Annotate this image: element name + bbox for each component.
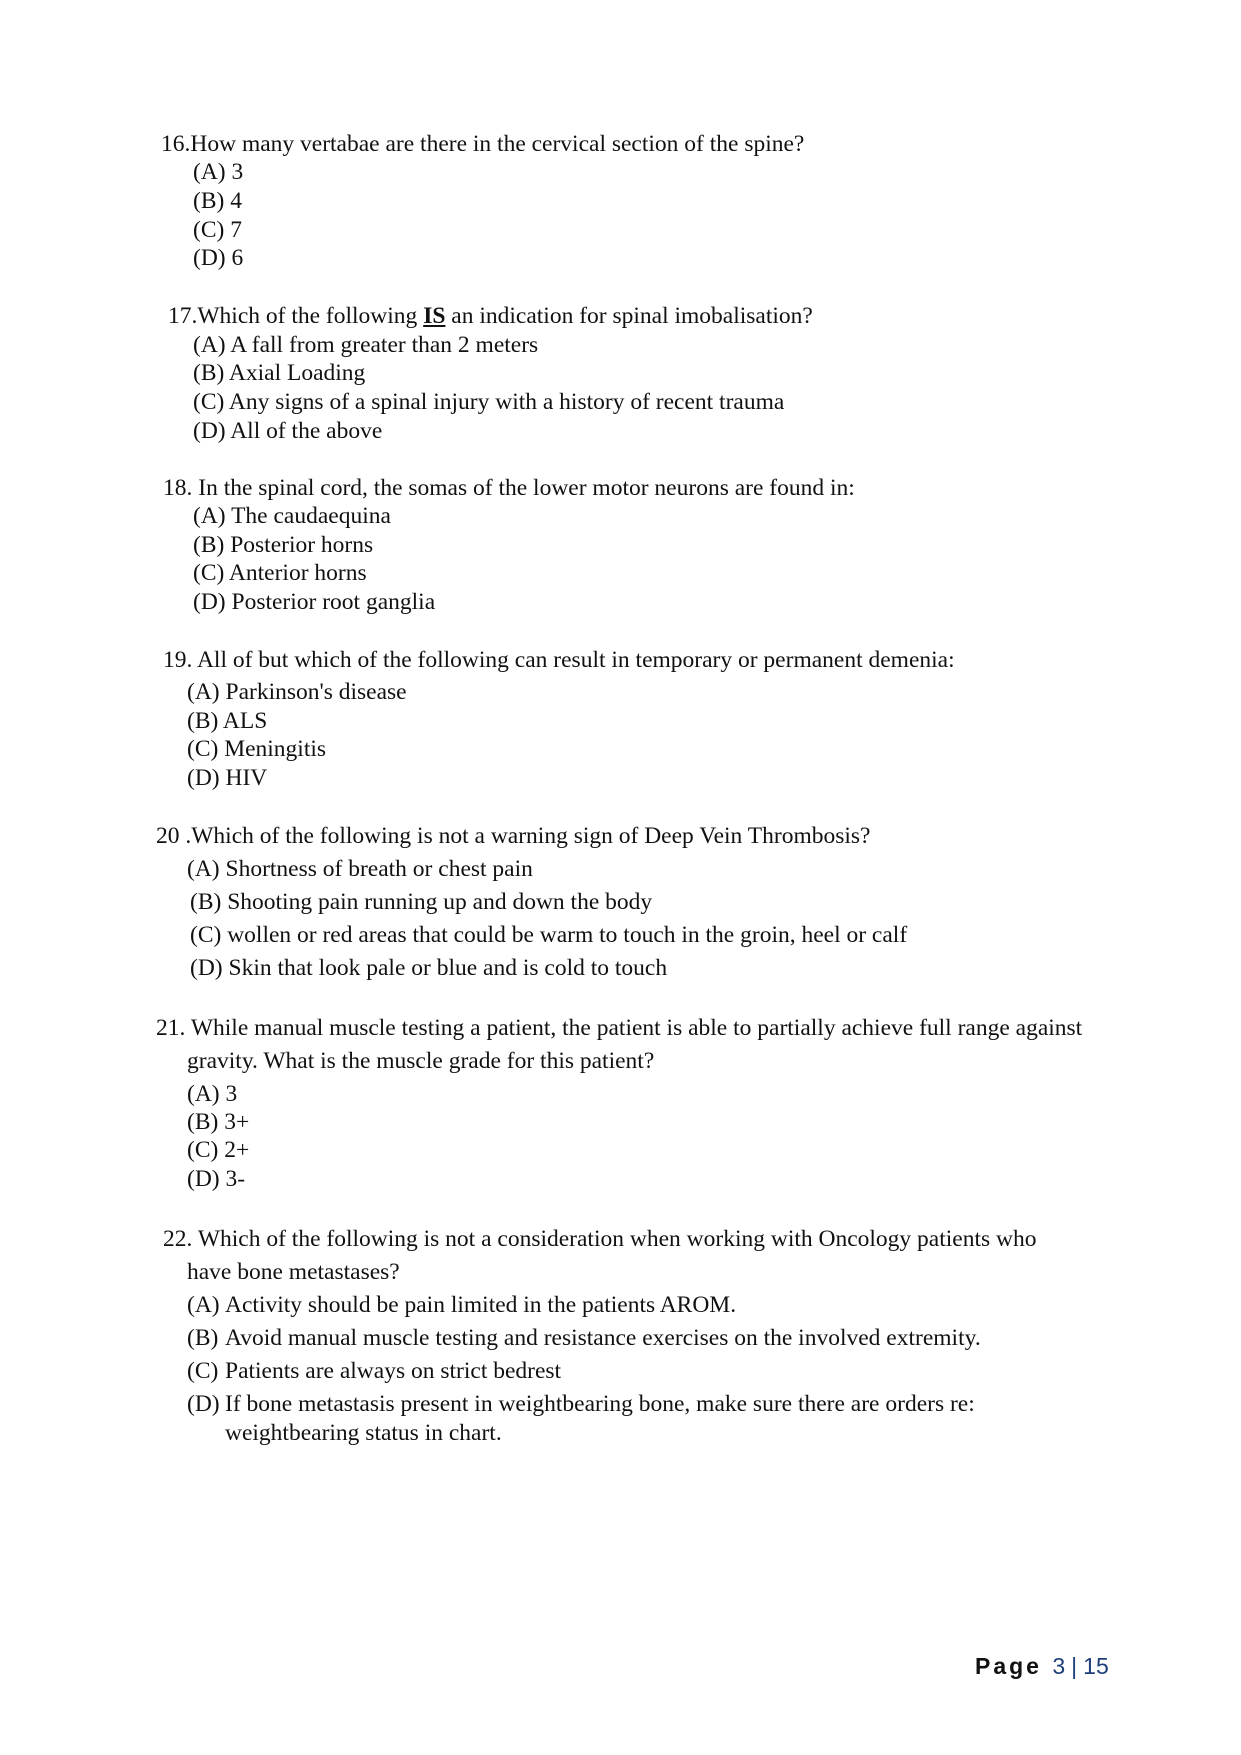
question-22-option-b: Avoid manual muscle testing and resistance exercises on the involved extremity. <box>225 1325 981 1351</box>
question-21-option-d: (D) 3- <box>187 1166 246 1192</box>
question-20-option-c: (C) wollen or red areas that could be warm to touch in the groin, heel or calf <box>190 922 908 948</box>
question-19-option-c: (C) Meningitis <box>187 736 327 762</box>
question-22-option-c: Patients are always on strict bedrest <box>225 1358 562 1384</box>
question-22-option-a: Activity should be pain limited in the patients AROM. <box>225 1292 737 1318</box>
question-22-option-b-letter: (B) <box>187 1325 219 1351</box>
question-22-option-d-letter: (D) <box>187 1391 220 1417</box>
question-17-text-after: an indication for spinal imobalisation? <box>445 303 813 329</box>
question-17-option-d: (D) All of the above <box>193 418 383 444</box>
question-20-option-b: (B) Shooting pain running up and down the body <box>190 889 653 915</box>
question-21-text-line-1: 21. While manual muscle testing a patient, the patient is able to partially achieve full range against <box>156 1015 1083 1041</box>
question-21-option-c: (C) 2+ <box>187 1137 250 1163</box>
question-16-option-a: (A) 3 <box>193 159 244 185</box>
question-21-option-b: (B) 3+ <box>187 1109 250 1135</box>
question-16-text: 16.How many vertabae are there in the cervical section of the spine? <box>161 131 805 157</box>
question-22-text-line-1: 22. Which of the following is not a consideration when working with Oncology patients who <box>163 1226 1037 1252</box>
question-18-option-b: (B) Posterior horns <box>193 532 374 558</box>
page-separator: | <box>1071 1653 1078 1679</box>
question-17-emphasis: IS <box>423 303 446 329</box>
page-footer <box>975 1655 1109 1678</box>
question-18-option-d: (D) Posterior root ganglia <box>193 589 436 615</box>
question-20-text: 20 .Which of the following is not a warning sign of Deep Vein Thrombosis? <box>156 823 871 849</box>
question-19-option-b: (B) ALS <box>187 708 268 734</box>
question-19-text: 19. All of but which of the following can result in temporary or permanent demenia: <box>163 647 955 673</box>
question-18-text: 18. In the spinal cord, the somas of the lower motor neurons are found in: <box>163 475 855 501</box>
question-17-text-before: 17.Which of the following <box>168 303 424 329</box>
question-16-option-c: (C) 7 <box>193 217 242 243</box>
page-word: Page <box>975 1653 1042 1679</box>
question-16-option-d: (D) 6 <box>193 245 244 271</box>
question-17-text <box>168 305 813 329</box>
question-21-option-a: (A) 3 <box>187 1081 238 1107</box>
page-total: 15 <box>1083 1653 1109 1679</box>
question-17-option-c: (C) Any signs of a spinal injury with a history of recent trauma <box>193 389 785 415</box>
question-20-option-a: (A) Shortness of breath or chest pain <box>187 856 533 882</box>
question-22-option-c-letter: (C) <box>187 1358 219 1384</box>
question-21-text-line-2: gravity. What is the muscle grade for this patient? <box>187 1048 655 1074</box>
question-17-option-a: (A) A fall from greater than 2 meters <box>193 332 539 358</box>
question-19-option-a: (A) Parkinson's disease <box>187 679 407 705</box>
question-19-option-d: (D) HIV <box>187 765 268 791</box>
question-22-text-line-2: have bone metastases? <box>187 1259 400 1285</box>
page-current: 3 <box>1052 1653 1066 1679</box>
question-20-option-d: (D) Skin that look pale or blue and is cold to touch <box>190 955 668 981</box>
question-18-option-c: (C) Anterior horns <box>193 560 367 586</box>
question-22-option-d: If bone metastasis present in weightbearing bone, make sure there are orders re: <box>225 1391 975 1417</box>
question-22-option-a-letter: (A) <box>187 1292 220 1318</box>
question-16-option-b: (B) 4 <box>193 188 242 214</box>
question-17-option-b: (B) Axial Loading <box>193 360 366 386</box>
question-18-option-a: (A) The caudaequina <box>193 503 391 529</box>
question-22-option-d-continued: weightbearing status in chart. <box>225 1420 502 1446</box>
